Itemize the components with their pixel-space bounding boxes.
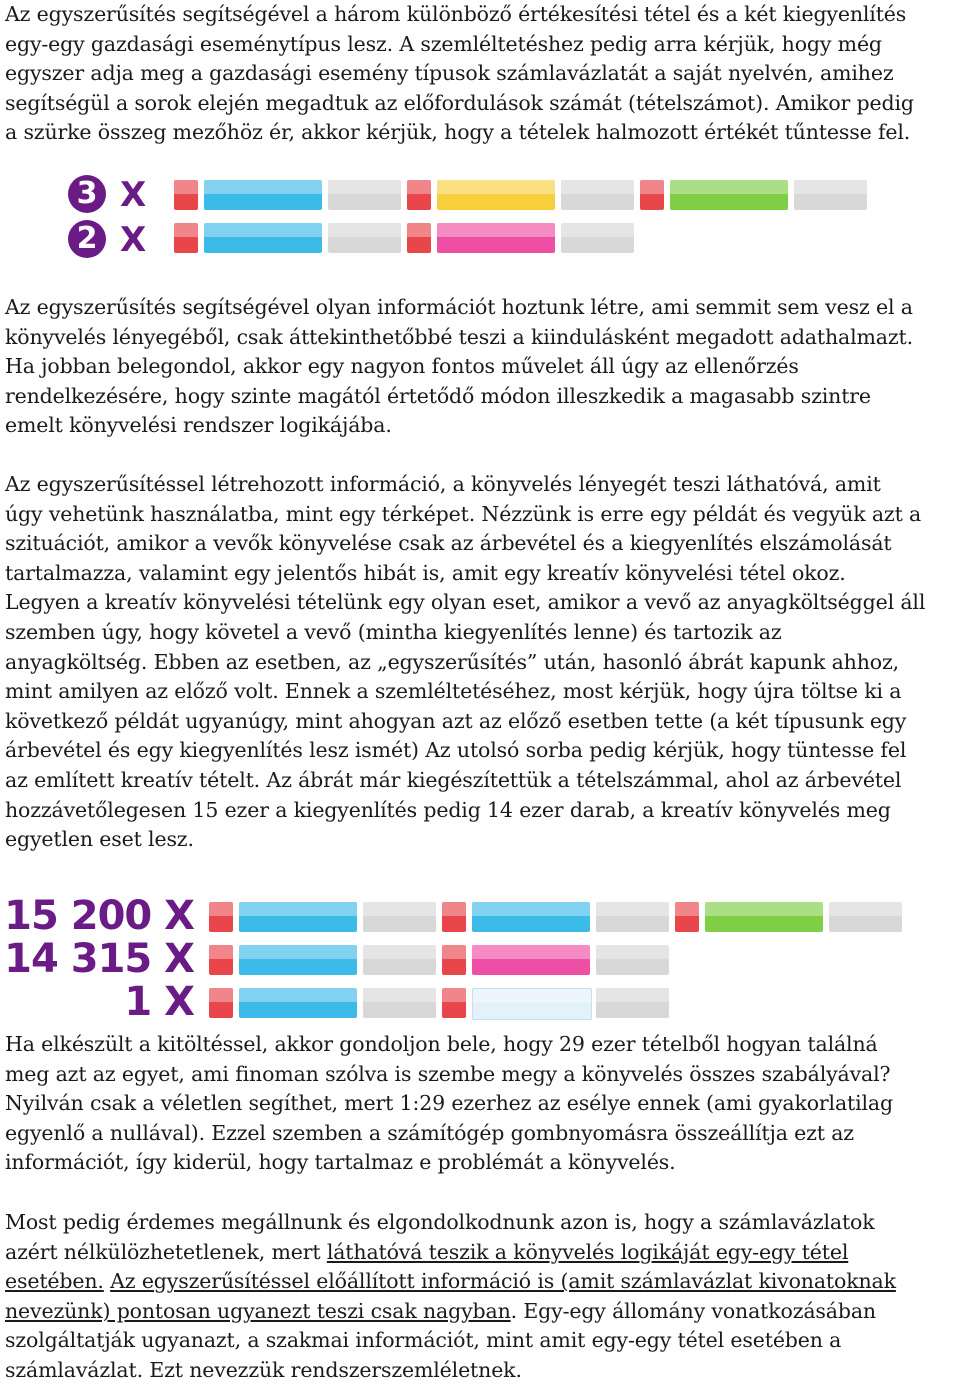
account-bar-blue (239, 945, 357, 975)
text-line: mint amilyen az előző volt. Ennek a szemléltetéséhez, most kérjük, hogy újra töltse ki a (5, 679, 902, 704)
paragraph-5 (5, 1208, 960, 1386)
amount-field-gray (328, 223, 401, 253)
text-line: következő példát ugyanúgy, mint ahogyan azt az előző esetben tette (a két típusunk egy (5, 708, 907, 733)
paragraph-3 (5, 470, 960, 855)
marker-red (442, 902, 466, 932)
text-line: szolgáltatják ugyanazt, a szakmai információt, mint amit egy-egy tétel esetében a (5, 1328, 842, 1353)
marker-red (407, 180, 431, 210)
text-line: szemben úgy, hogy követel a vevő (mintha kiegyenlítés lenne) és tartozik az (5, 619, 782, 644)
count-label: 1 X (124, 979, 194, 1025)
count-circle: 2 (68, 220, 106, 258)
account-bar-blue (204, 223, 322, 253)
text-span: . Egy-egy állomány vonatkozásában (510, 1298, 876, 1323)
text-line: az említett kreatív tételt. Az ábrát már kiegészítettük a tételszámmal, ahol az árbevétel (5, 767, 902, 792)
account-bar-green (705, 902, 823, 932)
underlined-text: láthatóvá teszik a könyvelés logikáját egy-egy tétel (326, 1239, 849, 1264)
text-line: Ha elkészült a kitöltéssel, akkor gondoljon bele, hogy 29 ezer tételből hogyan találná (5, 1032, 878, 1056)
amount-field-gray (596, 945, 669, 975)
account-bar-blue (239, 988, 357, 1018)
text-line: egyetlen eset lesz. (5, 827, 194, 852)
text-line: információt, így kiderül, hogy tartalmaz e problémát a könyvelés. (5, 1150, 676, 1175)
count-label: 14 315 X (4, 936, 194, 982)
text-line: számlavázlat. Ezt nevezzük rendszerszemléletnek. (5, 1357, 522, 1382)
count-label: 15 200 X (4, 893, 194, 939)
amount-field-gray (328, 180, 401, 210)
account-bar-blue (472, 902, 590, 932)
account-bar-pink (437, 223, 555, 253)
text-line: könyvelés lényegéből, csak áttekinthetőbbé teszi a kiindulásként megadott adathalmazt. (5, 324, 913, 349)
paragraph-4 (5, 1030, 960, 1178)
text-line: Legyen a kreatív könyvelési tételünk egy olyan eset, amikor a vevő az anyagköltséggel áll (5, 590, 926, 615)
text-line: Ha jobban belegondol, akkor egy nagyon fontos művelet áll úgy az ellenőrzés (5, 354, 799, 379)
text-line: egy-egy gazdasági eseménytípus lesz. A szemléltetéshez pedig arra kérjük, hogy még (5, 31, 882, 56)
text-line: a szürke összeg mezőhöz ér, akkor kérjük, hogy a tételek halmozott értékét tűntesse fel. (5, 120, 911, 145)
text-line: szituációt, amikor a vevők könyvelése csak az árbevétel és a kiegyenlítés elszámolását (5, 531, 892, 556)
text-line: meg azt az egyet, ami finoman szólva is szembe megy a könyvelés összes szabályával? (5, 1061, 891, 1086)
multiply-mark: X (120, 175, 147, 215)
amount-field-gray (363, 945, 436, 975)
amount-field-gray (596, 988, 669, 1018)
text-line: emelt könyvelési rendszer logikájába. (5, 413, 392, 438)
account-bar-lightblue (472, 988, 592, 1020)
account-bar-blue (204, 180, 322, 210)
account-bar-blue (239, 902, 357, 932)
text-line: egyenlő a nullával). Ezzel szemben a számítógép gombnyomásra összeállítja ezt az (5, 1120, 854, 1145)
marker-red (442, 945, 466, 975)
marker-red (209, 988, 233, 1018)
account-bar-yellow (437, 180, 555, 210)
marker-red (442, 988, 466, 1018)
text-line: anyagköltség. Ebben az esetben, az „egyszerűsítés” után, hasonló ábrát kapunk ahhoz, (5, 649, 899, 674)
underlined-text: Az egyszerűsítéssel előállított információ is (amit számlavázlat kivonatoknak (110, 1269, 896, 1294)
marker-red (174, 223, 198, 253)
marker-red (174, 180, 198, 210)
paragraph-1 (5, 0, 960, 148)
text-line (5, 1267, 960, 1297)
marker-red (407, 223, 431, 253)
text-line: tartalmazza, valamint egy jelentős hibát is, amit egy kreatív könyvelési tétel okoz. (5, 560, 846, 585)
text-line: árbevétel és egy kiegyenlítés lesz ismét) Az utolsó sorba pedig kérjük, hogy tüntesse fel (5, 738, 907, 763)
text-line: úgy vehetünk használatba, mint egy térképet. Nézzünk is erre egy példát és vegyük azt a (5, 501, 922, 526)
amount-field-gray (561, 223, 634, 253)
text-line: rendelkezésére, hogy szinte magától értetődő módon illeszkedik a magasabb szintre (5, 383, 871, 408)
text-line: Az egyszerűsítéssel létrehozott információ, a könyvelés lényegét teszi láthatóvá, amit (5, 472, 881, 496)
account-bar-green (670, 180, 788, 210)
text-line: hozzávetőlegesen 15 ezer a kiegyenlítés pedig 14 ezer darab, a kreatív könyvelés meg (5, 797, 891, 822)
amount-field-gray (829, 902, 902, 932)
ledger-diagram-2 (0, 892, 960, 1025)
marker-red (640, 180, 664, 210)
text-line: Nyilván csak a véletlen segíthet, mert 1:29 ezerhez az esélye ennek (ami gyakorlatilag (5, 1091, 893, 1116)
text-line: segítségül a sorok elején megadtuk az előfordulások számát (tételszámot). Amikor pedig (5, 90, 914, 115)
underlined-text: nevezünk) pontosan ugyanezt teszi csak nagyban (5, 1298, 511, 1323)
text-line (5, 1238, 960, 1268)
amount-field-gray (561, 180, 634, 210)
marker-red (675, 902, 699, 932)
paragraph-2 (5, 293, 960, 441)
ledger-diagram-1 (0, 170, 960, 265)
underlined-text: esetében. (5, 1269, 104, 1294)
text-line: egyszer adja meg a gazdasági esemény típusok számlavázlatát a saját nyelvén, amihez (5, 61, 894, 86)
count-circle: 3 (68, 175, 106, 213)
amount-field-gray (596, 902, 669, 932)
amount-field-gray (363, 902, 436, 932)
multiply-mark: X (120, 220, 147, 260)
amount-field-gray (794, 180, 867, 210)
amount-field-gray (363, 988, 436, 1018)
text-line: Az egyszerűsítés segítségével a három különböző értékesítési tétel és a két kiegyenlítés (5, 2, 907, 26)
account-bar-pink (472, 945, 590, 975)
marker-red (209, 902, 233, 932)
text-span: azért nélkülözhetetlenek, mert (5, 1239, 327, 1264)
text-line (5, 1297, 960, 1327)
text-line: Az egyszerűsítés segítségével olyan információt hoztunk létre, ami semmit sem vesz el a (5, 295, 913, 319)
text-line: Most pedig érdemes megállnunk és elgondolkodnunk azon is, hogy a számlavázlatok (5, 1210, 875, 1234)
marker-red (209, 945, 233, 975)
